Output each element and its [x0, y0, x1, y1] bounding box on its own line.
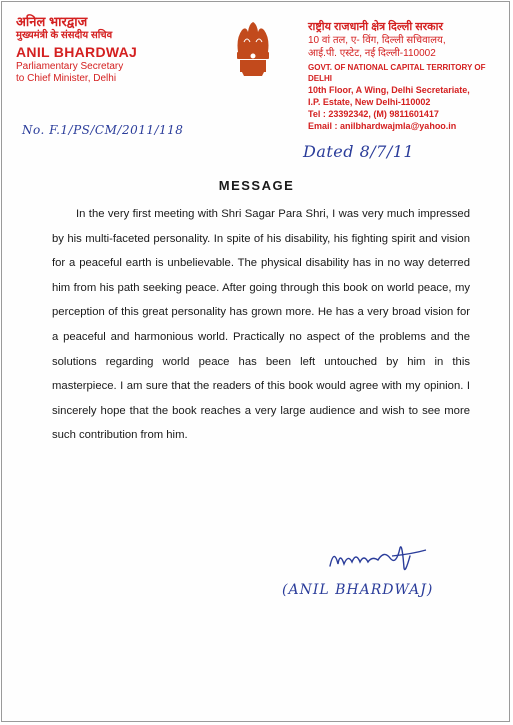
- address-line1: 10th Floor, A Wing, Delhi Secretariate,: [308, 85, 470, 95]
- message-body: In the very first meeting with Shri Sagar Para Shri, I was very much impressed by his multi-faceted personality. In spite of his disability, his fighting spirit and vision for a peaceful earth is unbelievable. The physical disability has in no way deterred him from his path seeking peace. After going through this book on world peace, my perception of this great personality has grown more. He has a very broad vision for a peaceful and harmonious world. Practically no aspect of the problems and the solutions regarding world peace has been left untouched by him in this masterpiece. I am sure that the readers of this book would agree with my opinion. I sincerely hope that the book reaches a very large audience and wish to see more such contribution from him.: [52, 208, 470, 442]
- address-line2: I.P. Estate, New Delhi-110002: [308, 97, 431, 107]
- email-address: Email : anilbhardwajmla@yahoo.in: [308, 121, 457, 131]
- govt-name: GOVT. OF NATIONAL CAPITAL TERRITORY OF DELHI: [308, 63, 486, 83]
- reference-number: No. F.1/PS/CM/2011/118: [22, 123, 184, 137]
- message-heading: MESSAGE: [218, 178, 295, 193]
- letter-page: [1, 1, 510, 722]
- govt-hindi-line2: 10 वां तल, ए- विंग, दिल्ली सचिवालय,: [308, 35, 446, 46]
- signatory-name: (ANIL BHARDWAJ): [282, 582, 434, 598]
- sender-title-line1: Parliamentary Secretary: [16, 61, 124, 72]
- letterhead-right: [308, 20, 508, 132]
- hindi-title: मुख्यमंत्री के संसदीय सचिव: [16, 30, 113, 41]
- hindi-name: अनिल भारद्वाज: [16, 14, 88, 29]
- signature-icon: [322, 538, 442, 578]
- phone-number: Tel : 23392342, (M) 9811601417: [308, 109, 439, 119]
- sender-name: ANIL BHARDWAJ: [16, 44, 138, 60]
- govt-hindi-line1: राष्ट्रीय राजधानी क्षेत्र दिल्ली सरकार: [308, 21, 443, 33]
- letterhead-left: [16, 14, 216, 85]
- date-handwritten: Dated 8/7/11: [303, 142, 415, 161]
- sender-title-line2: to Chief Minister, Delhi: [16, 73, 117, 84]
- govt-hindi-line3: आई.पी. एस्टेट, नई दिल्ली-110002: [308, 48, 436, 59]
- national-emblem-icon: [230, 18, 276, 94]
